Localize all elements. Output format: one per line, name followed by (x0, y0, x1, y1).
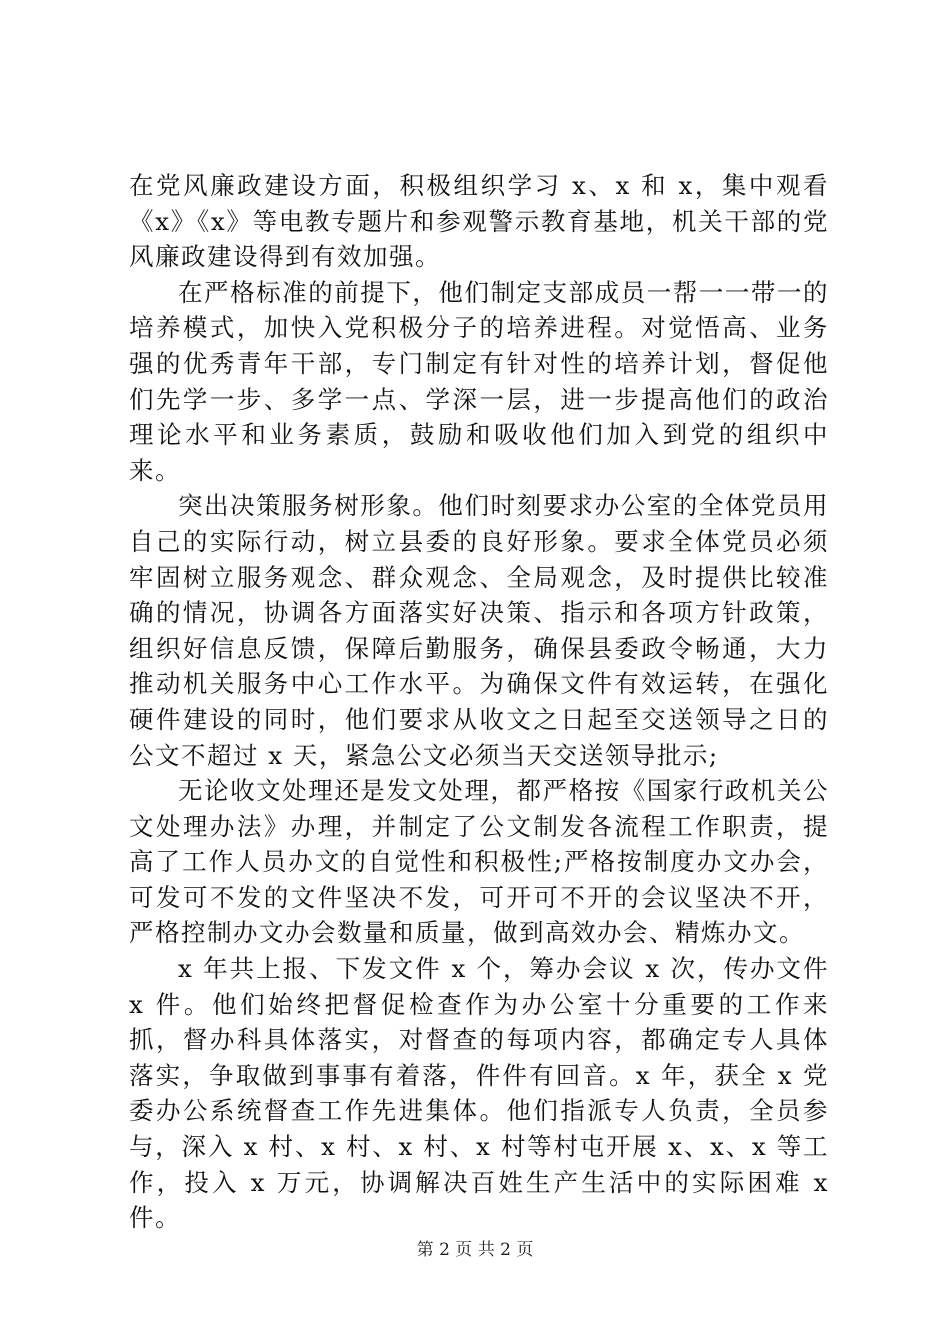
paragraph-4: 无论收文处理还是发文处理，都严格按《国家行政机关公文处理办法》办理，并制定了公文制发各流程工作职责，提高了工作人员办文的自觉性和积极性;严格按制度办文办会，可发可不发的文件坚决不发，可开可不开的会议坚决不开，严格控制办文办会数量和质量，做到高效办会、精炼办文。 (129, 776, 829, 948)
paragraph-2: 在严格标准的前提下，他们制定支部成员一帮一一带一的培养模式，加快入党积极分子的培养进程。对觉悟高、业务强的优秀青年干部，专门制定有针对性的培养计划，督促他们先学一步、多学一点、学深一层，进一步提高他们的政治理论水平和业务素质，鼓励和吸收他们加入到党的组织中来。 (129, 277, 829, 485)
document-body (129, 168, 829, 1236)
paragraph-5: x 年共上报、下发文件 x 个，筹办会议 x 次，传办文件 x 件。他们始终把督促检查作为办公室十分重要的工作来抓，督办科具体落实，对督查的每项内容，都确定专人具体落实，争取做到事事有着落，件件有回音。x 年，获全 x 党委办公系统督查工作先进集体。他们指派专人负责，全员参与，深入 x 村、x 村、x 村、x 村等村屯开展 x、x、x 等工作，投入 x 万元，协调解决百姓生产生活中的实际困难 x 件。 (129, 954, 829, 1233)
paragraph-1: 在党风廉政建设方面，积极组织学习 x、x 和 x，集中观看《x》《x》等电教专题片和参观警示教育基地，机关干部的党风廉政建设得到有效加强。 (129, 171, 829, 272)
page-number-label: 第 2 页 共 2 页 (416, 1240, 534, 1260)
page-footer (0, 1239, 950, 1261)
paragraph-3: 突出决策服务树形象。他们时刻要求办公室的全体党员用自己的实际行动，树立县委的良好形象。要求全体党员必须牢固树立服务观念、群众观念、全局观念，及时提供比较准确的情况，协调各方面落实好决策、指示和各项方针政策，组织好信息反馈，保障后勤服务，确保县委政令畅通，大力推动机关服务中心工作水平。为确保文件有效运转，在强化硬件建设的同时，他们要求从收文之日起至交送领导之日的公文不超过 x 天，紧急公文必须当天交送领导批示; (129, 491, 829, 770)
